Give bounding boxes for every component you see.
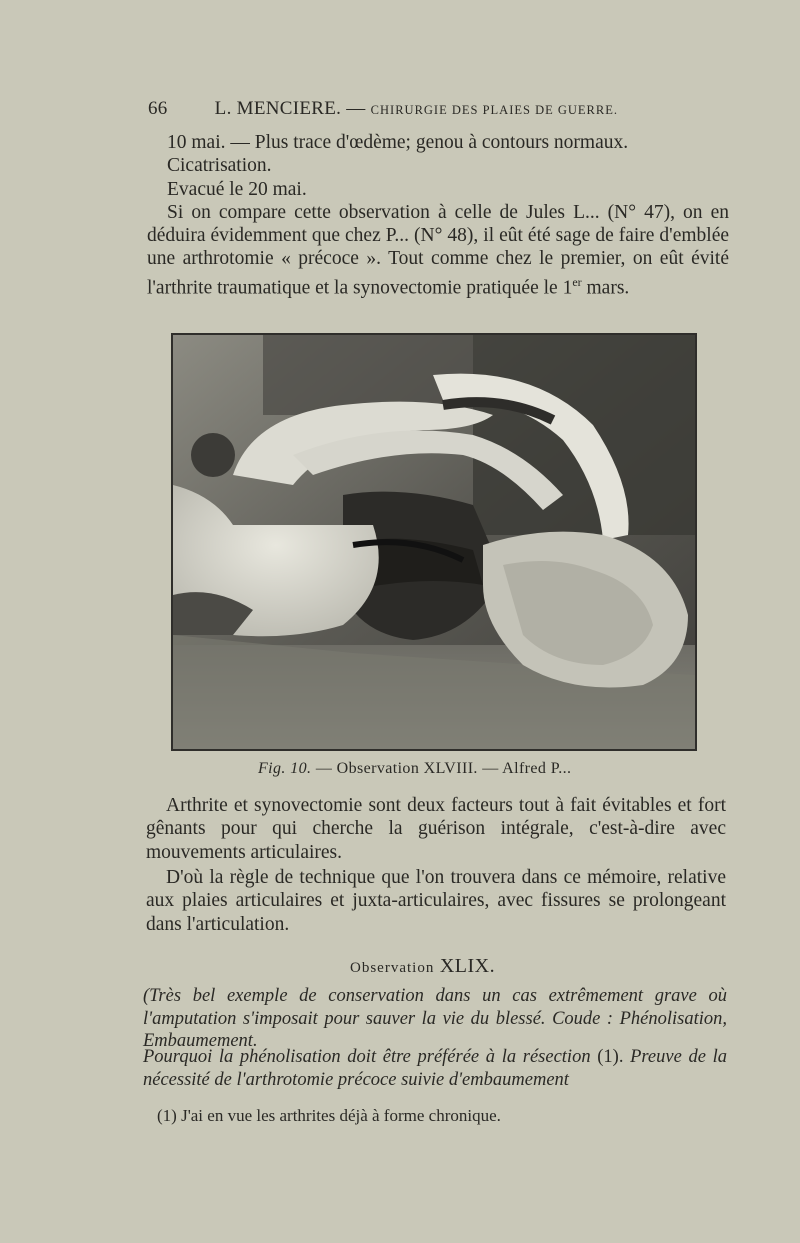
caption-prefix: Fig. 10. (258, 760, 312, 777)
running-header (148, 98, 688, 120)
date-day: 1 (562, 277, 573, 299)
subtitle2-rest: Preuve de la nécessité de l'arthrotomie précoce suivie d'embaumement (143, 1047, 727, 1090)
paragraph-arthritis: Arthrite et synovectomie sont deux facteurs tout à fait évitables et fort gênants pour qui cherche la guérison intégrale, c'est-à-dire avec mouvements articulaires. (146, 795, 726, 863)
comparison-text: Si on compare cette observation à celle de Jules L... (N° 47), on en déduira évidemment que chez P... (N° 48), il eût été sage de faire d'emblée une arthrotomie « précoce ». Tout comme chez le premier, on eût évité l'arthrite traumatique et la synovectomie pratiquée le (147, 201, 729, 299)
caption-text: — Observation XLVIII. — Alfred P... (311, 760, 572, 777)
paragraph-followup (147, 131, 729, 300)
observation-subtitle: (Très bel exemple de conservation dans un cas extrêmement grave où l'amputation s'imposait pour sauver la vie du blessé. Coude : Phénolisation, Embaumement. (143, 986, 727, 1051)
header-title: CHIRURGIE DES PLAIES DE GUERRE. (370, 103, 618, 117)
date-month: mars. (581, 277, 630, 299)
text-line: Evacué le 20 mai. (167, 178, 307, 200)
page-number: 66 (148, 98, 168, 119)
footnote: (1) J'ai en vue les arthrites déjà à forme chronique. (157, 1106, 501, 1125)
observation-number: XLIX. (439, 955, 496, 977)
photo-illustration (173, 335, 695, 749)
text-line: Cicatrisation. (167, 155, 272, 177)
header-dash: — (346, 98, 366, 119)
figure-photograph (171, 333, 697, 751)
header-author: L. MENCIERE. (214, 98, 342, 119)
subtitle2-italic: Pourquoi la phénolisation doit être préférée à la résection (143, 1047, 591, 1067)
text-line: 10 mai. — Plus trace d'œdème; genou à contours normaux. (167, 132, 629, 153)
figure-caption (258, 760, 571, 778)
observation-label: Observation (350, 960, 435, 976)
footnote-reference: (1). (590, 1047, 631, 1067)
paragraph-technique: D'où la règle de technique que l'on trouvera dans ce mémoire, relative aux plaies articulaires et juxta-articulaires, avec fissures se prolongeant dans l'articulation. (146, 867, 726, 935)
observation-heading (350, 955, 495, 978)
date-superscript: er (572, 274, 582, 289)
comparison-paragraph (147, 201, 729, 300)
observation-subtitle-continued (143, 1046, 727, 1091)
